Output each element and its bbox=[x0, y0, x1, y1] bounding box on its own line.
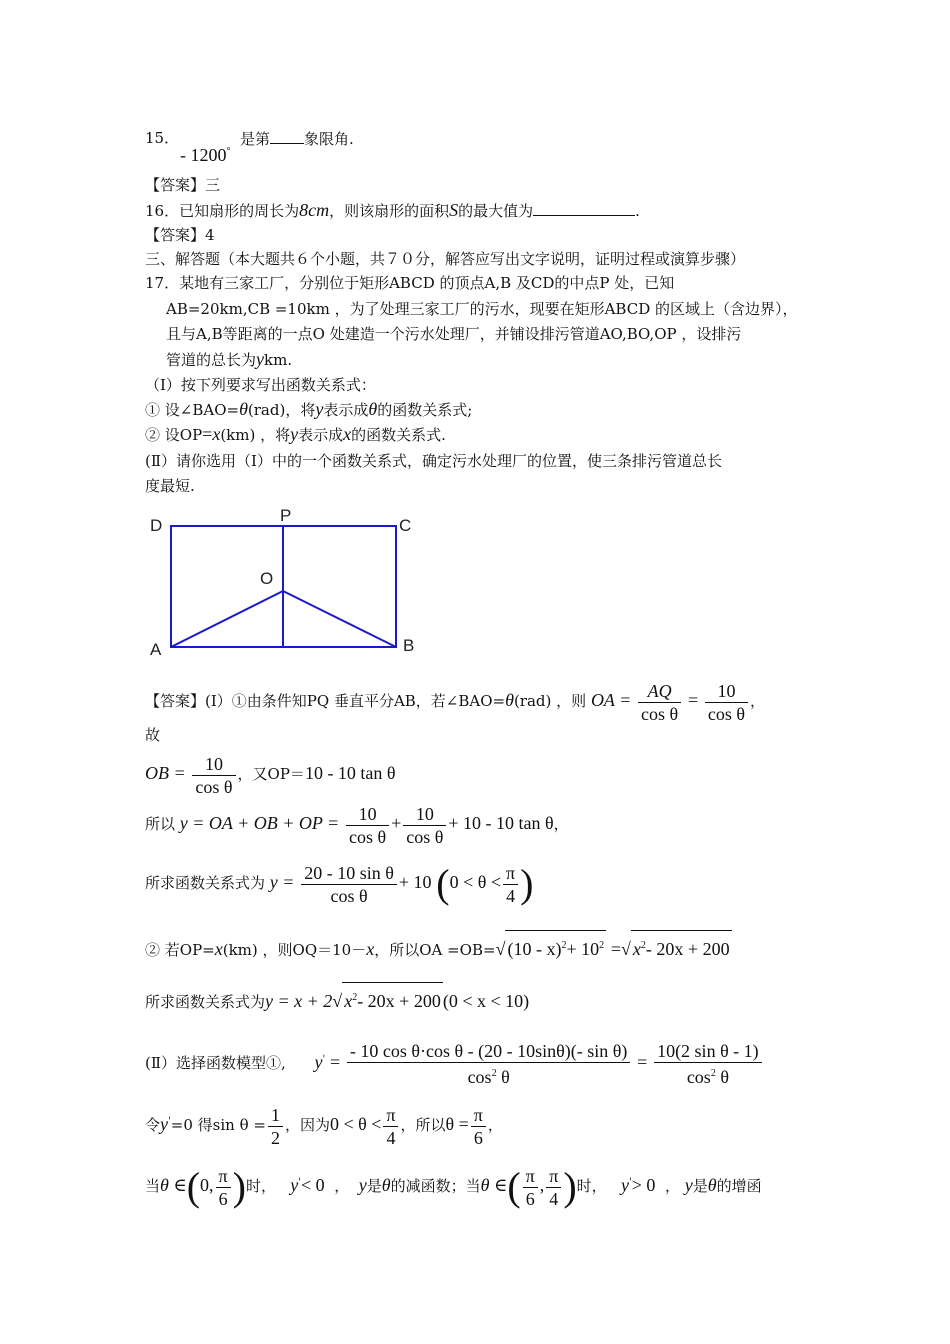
q17-item2: ② 设OP=x(km) ，将y表示成x的函数关系式. bbox=[145, 424, 446, 444]
label-c: C bbox=[399, 516, 412, 535]
label-o: O bbox=[260, 569, 274, 588]
sqrt-expression-1: $(10 - x)^2+ 10^2$ bbox=[505, 930, 606, 964]
q15-answer: 【答案】三 bbox=[145, 176, 221, 194]
sol-line3: OB = $\frac{10}{\text{cos θ}}$ ，又OP＝10 - 10 tan θ bbox=[145, 753, 396, 797]
sqrt-expression-2: $x^2-$ 20x + 200 bbox=[631, 930, 732, 964]
q17-part2-line2: 度最短. bbox=[145, 477, 195, 495]
q15-blank[interactable] bbox=[270, 127, 304, 144]
sol-line1: 【答案】(Ⅰ）①由条件知PQ 垂直平分AB，若∠BAO=θ(rad) ，则 OA = $\frac{AQ}{\text{cos θ}}$ = $\frac{10}{\text{cos θ}}$ ， bbox=[145, 680, 766, 724]
derivative-fraction: $\frac{\text{- 10 cos θ·cos θ - (20 - 10sinθ)(- sin θ)}}{\cos^2 \theta}$ bbox=[347, 1040, 630, 1088]
section-heading: 三、解答题（本大题共６个小题，共７０分，解答应写出文字说明，证明过程或演算步骤） bbox=[145, 250, 746, 268]
q17-part1: （Ⅰ）按下列要求写出函数关系式： bbox=[145, 376, 376, 394]
fraction-ob: $\frac{10}{\text{cos θ}}$ bbox=[192, 753, 235, 798]
label-b: B bbox=[403, 636, 415, 655]
segment-bo bbox=[283, 591, 396, 647]
q17-line4: 管道的总长为ykm. bbox=[166, 349, 293, 369]
q15-question: 是第 象限角. bbox=[240, 127, 354, 150]
sol-line10: 当θ ∈(0, $\frac{\pi}{6}$ )时， y'< 0 ， y是θ的减函数；当θ ∈( $\frac{\pi}{6}$ , $\frac{\pi}{4}$ )时， y'> 0 ， y是θ的增函 bbox=[145, 1164, 762, 1209]
fraction-10-cos: $\frac{10}{\text{cos θ}}$ bbox=[705, 680, 748, 725]
sol-line7: 所求函数关系式为y = x + 2√ $x^2-$ 20x + 200 (0 < x < 10) bbox=[145, 982, 529, 1017]
q16-blank[interactable] bbox=[533, 199, 635, 216]
sol-line4: 所以 y = OA + OB + OP = $\frac{10}{\text{cos θ}}$ + $\frac{10}{\text{cos θ}}$ + 10 - 10 tan θ， bbox=[145, 803, 569, 847]
label-p: P bbox=[280, 506, 292, 525]
sol-line5: 所求函数关系式为 y = $\frac{\text{20 - 10 sin θ}}{\text{cos θ}}$ + 10 (0 < θ < $\frac{\pi}{4}$ ) bbox=[145, 861, 534, 906]
q17-line2: AB=20km,CB =10km ，为了处理三家工厂的污水，现要在矩形ABCD 的区域上（含边界）， bbox=[166, 300, 798, 318]
q16-answer: 【答案】4 bbox=[145, 226, 215, 244]
sol-line9: 令y'=0 得sin θ = $\frac{1}{2}$ ，因为0 < θ < $\frac{\pi}{4}$ ，所以θ = $\frac{\pi}{6}$ ， bbox=[145, 1104, 503, 1148]
sol-line8: (Ⅱ）选择函数模型①, y' = $\frac{\text{- 10 cos θ·cos θ - (20 - 10sinθ)(- sin θ)}}{\cos^2 \theta}$ = $\frac{\text{10(2 sin θ - 1)}}{\cos^2 \theta}$ bbox=[145, 1035, 764, 1088]
q17-line3: 且与A,B等距离的一点O 处建造一个污水处理厂，并铺设排污管道AO,BO,OP ，设排污 bbox=[166, 325, 742, 343]
q15-angle: - 1200° bbox=[180, 145, 231, 165]
q15-line bbox=[145, 127, 179, 149]
q16-question: 16．已知扇形的周长为8cm，则该扇形的面积S的最大值为 . bbox=[145, 200, 640, 220]
q17-line1: 17．某地有三家工厂，分别位于矩形ABCD 的顶点A,B 及CD的中点P 处，已知 bbox=[145, 274, 675, 292]
sol-line6: ② 若OP=x(km) ，则OQ＝10－x，所以OA =OB=√ $(10 - x)^2+ 10^2$ =√ $x^2-$ 20x + 200 bbox=[145, 930, 732, 965]
segment-ao bbox=[171, 591, 283, 647]
label-d: D bbox=[150, 516, 163, 535]
q15-number: 15． bbox=[145, 129, 180, 147]
q17-item1: ① 设∠BAO=θ(rad)，将y表示成θ的函数关系式; bbox=[145, 399, 473, 419]
label-a: A bbox=[150, 640, 162, 659]
q17-part2-line1: (Ⅱ）请你选用（Ⅰ）中的一个函数关系式，确定污水处理厂的位置，使三条排污管道总长 bbox=[145, 452, 722, 470]
sol-line2: 故 bbox=[145, 726, 161, 744]
rectangle-figure bbox=[140, 502, 440, 662]
fraction-aq-cos: $\frac{AQ}{\text{cos θ}}$ bbox=[638, 680, 681, 725]
